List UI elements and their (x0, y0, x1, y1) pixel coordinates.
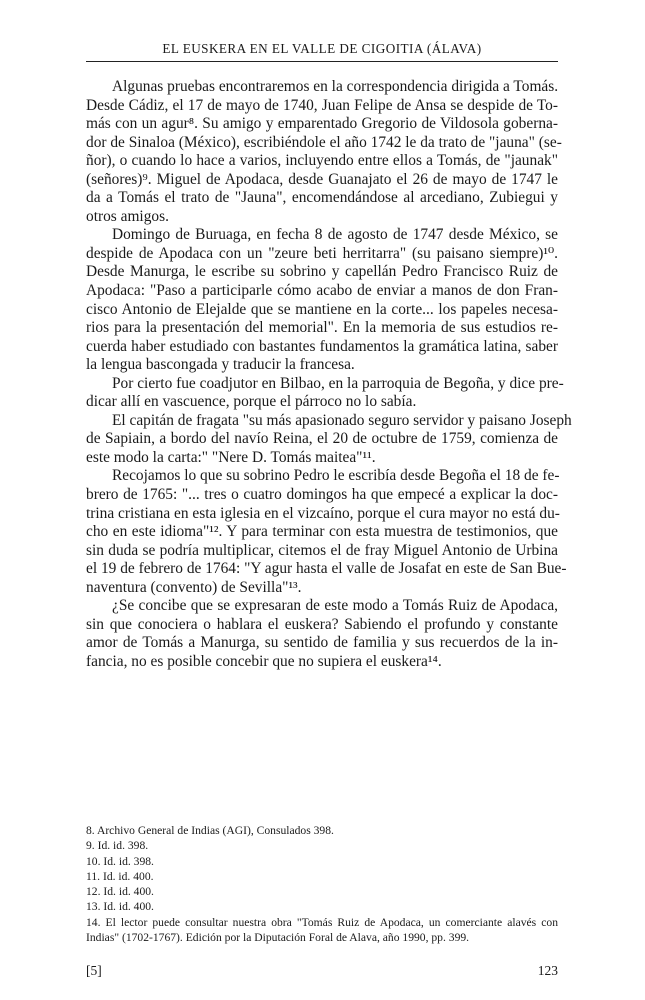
footnote: 9. Id. id. 398. (86, 839, 149, 853)
text-line: el 19 de febrero de 1764: "Y agur hasta el valle de Josafat en este de San Bue- (86, 560, 567, 578)
text-line: la lengua bascongada y traducir la francesa. (86, 356, 355, 374)
paragraph (86, 374, 564, 412)
paragraph (86, 467, 567, 597)
text-line: amor de Tomás a Manurga, su sentido de familia y sus recuerdos de la in- (86, 634, 558, 652)
text-line: fancia, no es posible concebir que no supiera el euskera¹⁴. (86, 652, 442, 670)
text-line: cisco Antonio de Elejalde que se mantiene en la corte... los papeles necesa- (86, 300, 558, 318)
text-line: cuerda haber estudiado con bastantes fundamentos la gramática latina, saber (86, 337, 558, 355)
footnote: 12. Id. id. 400. (86, 885, 154, 899)
text-line: Desde Manurga, le escribe su sobrino y capellán Pedro Francisco Ruiz de (86, 263, 558, 281)
running-title: EL EUSKERA EN EL VALLE DE CIGOITIA (ÁLAVA) (162, 41, 482, 56)
text-line: Apodaca: "Paso a participarle cómo acabo de enviar a manos de don Fran- (86, 282, 558, 300)
paragraph (86, 226, 558, 374)
footnote: 8. Archivo General de Indias (AGI), Consulados 398. (86, 824, 334, 837)
footnote: 13. Id. id. 400. (86, 900, 154, 914)
paragraph (86, 597, 558, 671)
text-line: cho en este idioma"¹². Y para terminar con esta muestra de testimonios, que (86, 523, 558, 541)
text-line: (señores)⁹. Miguel de Apodaca, desde Guanajato el 26 de mayo de 1747 le (86, 170, 558, 188)
text-line: Recojamos lo que su sobrino Pedro le escribía desde Begoña el 18 de fe- (112, 467, 560, 485)
text-line: despide de Apodaca con un "zeure beti herritarra" (su paisano siempre)¹⁰. (86, 244, 558, 262)
text-line: más con un agur⁸. Su amigo y emparentado Gregorio de Vildosola goberna- (86, 115, 558, 133)
footnotes (86, 823, 558, 945)
footnote: 14. El lector puede consultar nuestra obra "Tomás Ruiz de Apodaca, un comerciante alavés con Indias" (1702-1767). Edición por la Diputación Foral de Alava, año 1990, pp. 399. (86, 915, 558, 945)
text-line: dor de Sinaloa (México), escribiéndole el año 1742 le da trato de "jauna" (se- (86, 133, 562, 151)
text-line: Domingo de Buruaga, en fecha 8 de agosto de 1747 desde México, se (112, 226, 558, 244)
text-line: da a Tomás el trato de "Jauna", encomendándose al arcediano, Zubiegui y (86, 189, 558, 207)
text-line: naventura (convento) de Sevilla"¹³. (86, 578, 302, 596)
text-line: ñor), o cuando lo hace a varios, incluyendo entre ellos a Tomás, de "jaunak" (86, 152, 558, 170)
text-line: otros amigos. (86, 207, 169, 225)
text-line: Desde Cádiz, el 17 de mayo de 1740, Juan Felipe de Ansa se despide de To- (86, 96, 558, 114)
paragraph (86, 78, 562, 226)
text-line: dicar allí en vascuence, porque el párroco no lo sabía. (86, 393, 417, 411)
text-line: rios para la presentación del memorial". En la memoria de sus estudios re- (86, 319, 558, 337)
text-line: Por cierto fue coadjutor en Bilbao, en la parroquia de Begoña, y dice pre- (112, 374, 564, 392)
footnote: 10. Id. id. 398. (86, 854, 154, 868)
paragraph (86, 411, 572, 468)
main-text (86, 78, 572, 672)
text-line: sin que conociera o hablara el euskera? Sabiendo el profundo y constante (86, 615, 558, 633)
text-line: El capitán de fragata "su más apasionado seguro servidor y paisano Joseph (112, 411, 572, 429)
section-marker: [5] (86, 963, 102, 978)
text-line: brero de 1765: "... tres o cuatro domingos ha que empecé a explicar la doc- (86, 486, 558, 504)
text-line: sin duda se podría multiplicar, citemos el de fray Miguel Antonio de Urbina (86, 541, 558, 559)
footnote: 11. Id. id. 400. (86, 869, 154, 883)
text-line: ¿Se concibe que se expresaran de este modo a Tomás Ruiz de Apodaca, (112, 597, 558, 615)
text-line: de Sapiain, a bordo del navío Reina, el 20 de octubre de 1759, comienza de (86, 430, 558, 448)
header-rule (86, 61, 558, 62)
text-line: trina cristiana en esta iglesia en el vizcaíno, porque el cura mayor no está du- (86, 504, 560, 522)
text-line: este modo la carta:" "Nere D. Tomás maitea"¹¹. (86, 448, 376, 466)
page-number: 123 (537, 963, 558, 978)
text-line: Algunas pruebas encontraremos en la correspondencia dirigida a Tomás. (112, 78, 559, 95)
